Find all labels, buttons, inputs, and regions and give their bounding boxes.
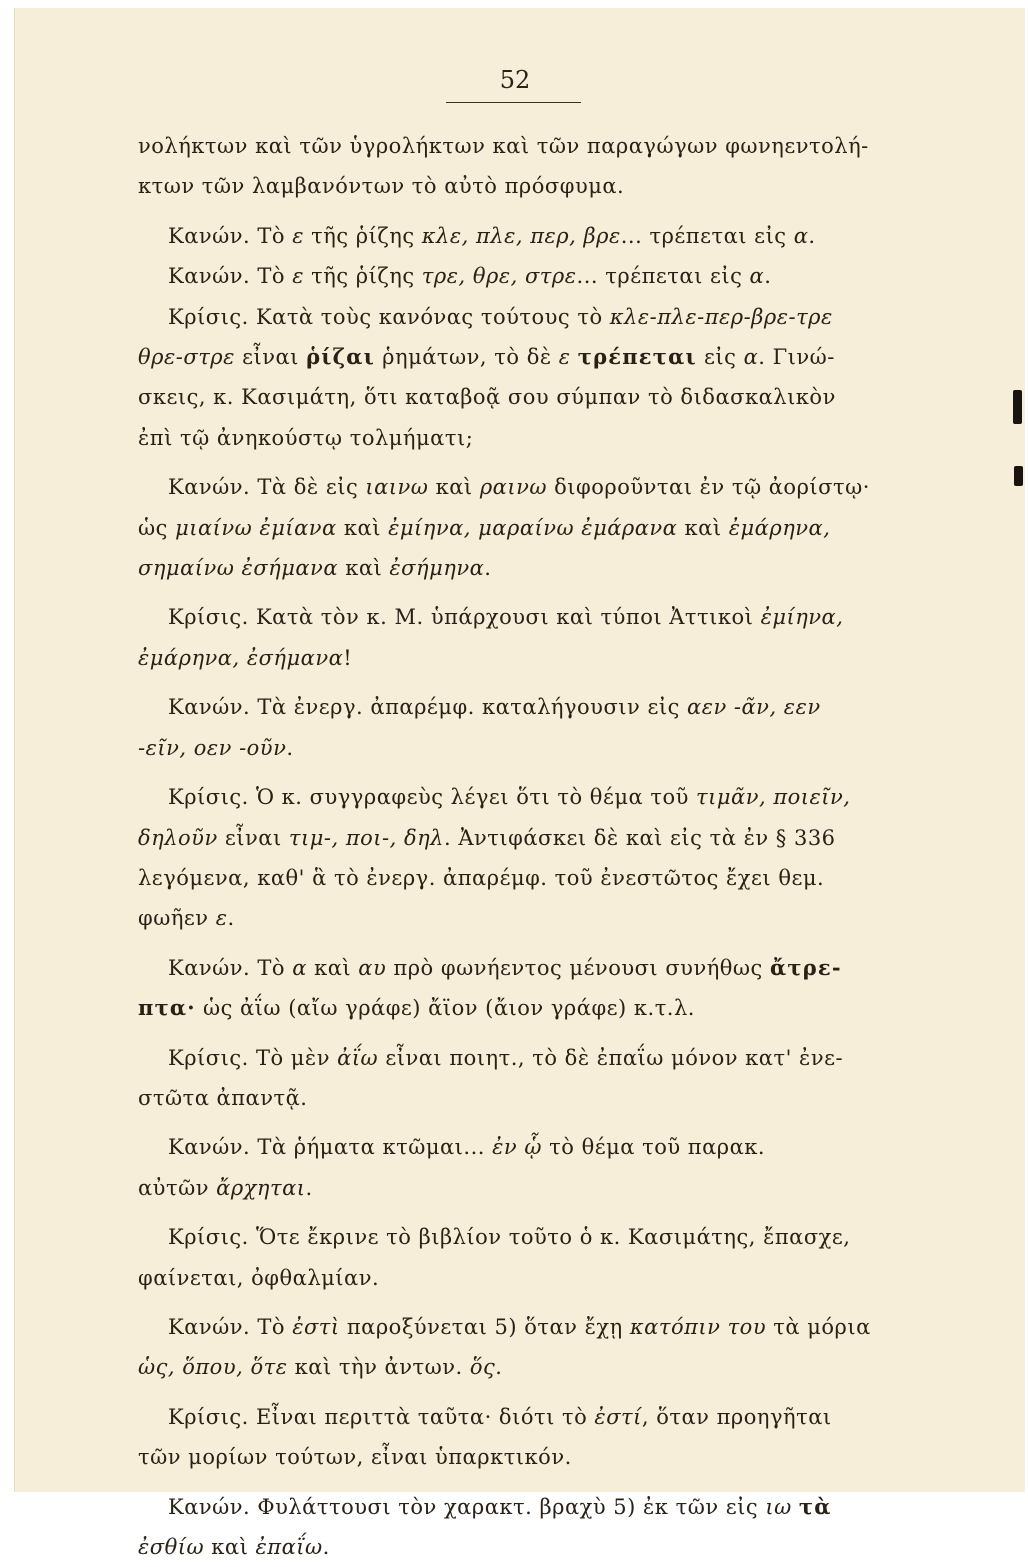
text-line: Κανών. Φυλάττουσι τὸν χαρακτ. βραχὺ 5) ἐκ τῶν εἰς ιω τὰ <box>168 1493 832 1519</box>
text-line: φωῆεν ε. <box>138 906 235 931</box>
binding-edge-marks <box>1012 380 1024 500</box>
text-line: Κανών. Τὸ α καὶ αυ πρὸ φωνήεντος μένουσι συνήθως ἄτρε- <box>168 954 842 980</box>
text-line: δηλοῦν εἶναι τιμ-, ποι-, δηλ. Ἀντιφάσκει δὲ καὶ εἰς τὰ ἐν § 336 <box>138 825 836 850</box>
text-line: Κρίσις. Κατὰ τὸν κ. Μ. ὑπάρχουσι καὶ τύποι Ἀττικοὶ ἐμίηνα, <box>168 605 844 630</box>
text-line: τῶν μορίων τούτων, εἶναι ὑπαρκτικόν. <box>138 1445 572 1470</box>
text-line: Κρίσις. Εἶναι περιττὰ ταῦτα· διότι τὸ ἐστί, ὅταν προηγῆται <box>168 1404 832 1429</box>
page-number: 52 <box>499 66 531 94</box>
binding-mark <box>1013 390 1022 424</box>
binding-mark <box>1014 466 1023 486</box>
body-text <box>138 126 900 1567</box>
text-line: θρε-στρε εἶναι ῥίζαι ῥημάτων, τὸ δὲ ε τρέπεται εἰς α. Γινώ- <box>138 344 835 370</box>
text-line: Κανών. Τὰ ἐνεργ. ἀπαρέμφ. καταλήγουσιν εἰς αεν -ᾶν, εεν <box>168 695 821 720</box>
text-line: ὡς μιαίνω ἐμίανα καὶ ἐμίηνα, μαραίνω ἐμάρανα καὶ ἐμάρηνα, <box>138 515 831 540</box>
text-line: Κρίσις. Τὸ μὲν ἀΐω εἶναι ποιητ., τὸ δὲ ἐπαΐω μόνον κατ' ἐνε- <box>168 1045 844 1070</box>
text-line: Κρίσις. Ὅτε ἔκρινε τὸ βιβλίον τοῦτο ὁ κ. Κασιμάτης, ἔπασχε, <box>168 1225 851 1250</box>
text-line: ἐπὶ τῷ ἀνηκούστῳ τολμήματι; <box>138 425 474 450</box>
text-line: λεγόμενα, καθ' ἃ τὸ ἐνεργ. ἀπαρέμφ. τοῦ ἐνεστῶτος ἔχει θεμ. <box>138 865 825 890</box>
text-line: κτων τῶν λαμβανόντων τὸ αὐτὸ πρόσφυμα. <box>138 174 625 199</box>
text-line: -εῖν, οεν -οῦν. <box>138 735 294 760</box>
text-line: πτα· ὡς ἀΐω (αἴω γράφε) ἄϊον (ἄιον γράφε) κ.τ.λ. <box>138 995 695 1021</box>
text-line: Κρίσις. Κατὰ τοὺς κανόνας τούτους τὸ κλε-πλε-περ-βρε-τρε <box>168 304 833 329</box>
text-line: Κανών. Τὸ ε τῆς ῥίζης τρε, θρε, στρε... τρέπεται εἰς α. <box>168 264 772 289</box>
text-line: στῶτα ἀπαντᾷ. <box>138 1085 308 1110</box>
text-line: Κανών. Τὰ ῥήματα κτῶμαι... ἐν ᾧ τὸ θέμα τοῦ παρακ. <box>168 1135 766 1160</box>
text-line: σκεις, κ. Κασιμάτη, ὅτι καταβοᾷ σου σύμπαν τὸ διδασκαλικὸν <box>138 385 836 410</box>
text-line: ἐσθίω καὶ ἐπαΐω. <box>138 1535 330 1559</box>
text-line: νολήκτων καὶ τῶν ὑγρολήκτων καὶ τῶν παραγώγων φωνηεντολή- <box>138 134 869 158</box>
text-line: σημαίνω ἐσήμανα καὶ ἐσήμηνα. <box>138 556 492 581</box>
text-line: ὡς, ὅπου, ὅτε καὶ τὴν ἀντων. ὅς. <box>138 1355 503 1380</box>
text-line: φαίνεται, ὀφθαλμίαν. <box>138 1265 380 1290</box>
text-line: ἐμάρηνα, ἐσήμανα! <box>138 645 353 670</box>
header-rule <box>446 102 581 103</box>
text-line: Κανών. Τὸ ε τῆς ῥίζης κλε, πλε, περ, βρε... τρέπεται εἰς α. <box>168 223 816 248</box>
text-line: Κανών. Τὸ ἐστὶ παροξύνεται 5) ὅταν ἔχῃ κατόπιν του τὰ μόρια <box>168 1314 871 1339</box>
text-line: Κρίσις. Ὁ κ. συγγραφεὺς λέγει ὅτι τὸ θέμα τοῦ τιμᾶν, ποιεῖν, <box>168 785 851 810</box>
text-line: Κανών. Τὰ δὲ εἰς ιαινω καὶ ραινω διφοροῦνται ἐν τῷ ἀορίστῳ· <box>168 475 870 500</box>
text-line: αὐτῶν ἄρχηται. <box>138 1175 313 1200</box>
